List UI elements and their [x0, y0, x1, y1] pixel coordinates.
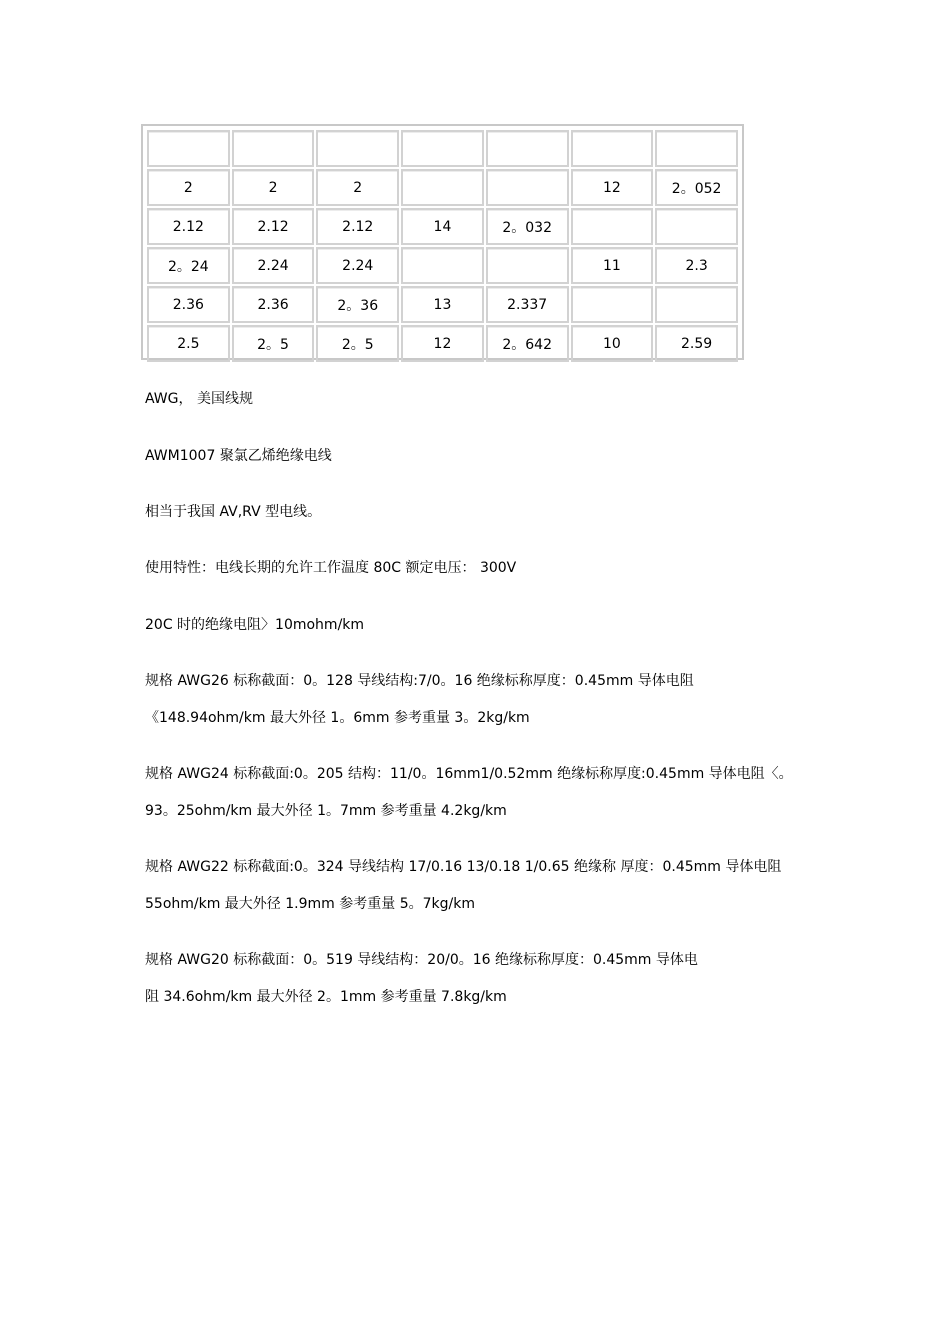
- table-cell: 2: [316, 169, 399, 206]
- table-cell: 2.3: [655, 247, 738, 284]
- table-cell: [232, 130, 315, 167]
- text-line-awg-definition: AWG， 美国线规: [145, 391, 253, 407]
- table-cell: 2。24: [147, 247, 230, 284]
- table-cell: 2.337: [486, 286, 569, 323]
- table-cell: 2.12: [147, 208, 230, 245]
- text-line-awg24-spec: 规格 AWG24 标称截面:0。205 结构：11/0。16mm1/0.52mm 绝缘标称厚度:0.45mm 导体电阻〈。: [145, 766, 793, 782]
- table-cell: [486, 247, 569, 284]
- table-cell: [571, 208, 654, 245]
- table-cell: 2.36: [232, 286, 315, 323]
- table-cell: [571, 286, 654, 323]
- table-cell: 2。5: [316, 325, 399, 362]
- text-line-awg22-spec-cont: 55ohm/km 最大外径 1.9mm 参考重量 5。7kg/km: [145, 896, 475, 912]
- wire-gauge-table-grid: [145, 128, 740, 364]
- table-cell: 2.5: [147, 325, 230, 362]
- table-cell: 14: [401, 208, 484, 245]
- table-row: [147, 286, 738, 323]
- table-cell: 2。032: [486, 208, 569, 245]
- table-cell: 2.24: [232, 247, 315, 284]
- table-row: [147, 208, 738, 245]
- table-cell: 12: [571, 169, 654, 206]
- table-cell: 2。36: [316, 286, 399, 323]
- table-cell: 2。5: [232, 325, 315, 362]
- table-cell: [655, 130, 738, 167]
- text-line-awg20-spec: 规格 AWG20 标称截面：0。519 导线结构：20/0。16 绝缘标称厚度：0.45mm 导体电: [145, 952, 698, 968]
- table-row: [147, 247, 738, 284]
- table-cell: 2: [147, 169, 230, 206]
- table-cell: [486, 130, 569, 167]
- table-cell: 2: [232, 169, 315, 206]
- table-cell: 2。642: [486, 325, 569, 362]
- table-row: [147, 325, 738, 362]
- text-line-equivalent: 相当于我国 AV,RV 型电线。: [145, 504, 322, 520]
- table-cell: [655, 286, 738, 323]
- table-cell: [401, 130, 484, 167]
- table-cell: 2。052: [655, 169, 738, 206]
- text-line-awg22-spec: 规格 AWG22 标称截面:0。324 导线结构 17/0.16 13/0.18 1/0.65 绝缘称 厚度：0.45mm 导体电阻: [145, 859, 782, 875]
- table-cell: [486, 169, 569, 206]
- table-cell: 2.24: [316, 247, 399, 284]
- table-cell: 2.12: [232, 208, 315, 245]
- text-line-usage-characteristics: 使用特性：电线长期的允许工作温度 80C 额定电压： 300V: [145, 560, 517, 576]
- table-cell: 11: [571, 247, 654, 284]
- table-cell: [401, 247, 484, 284]
- text-line-insulation-resistance: 20C 时的绝缘电阻〉10mohm/km: [145, 617, 365, 633]
- table-cell: 10: [571, 325, 654, 362]
- table-cell: 13: [401, 286, 484, 323]
- table-cell: [571, 130, 654, 167]
- table-cell: [316, 130, 399, 167]
- table-cell: 2.36: [147, 286, 230, 323]
- text-line-awg24-spec-cont: 93。25ohm/km 最大外径 1。7mm 参考重量 4.2kg/km: [145, 803, 507, 819]
- table-cell: [655, 208, 738, 245]
- text-line-awg26-spec: 规格 AWG26 标称截面：0。128 导线结构:7/0。16 绝缘标称厚度：0.45mm 导体电阻: [145, 673, 694, 689]
- wire-gauge-table: [141, 124, 744, 360]
- table-cell: 12: [401, 325, 484, 362]
- table-cell: 2.12: [316, 208, 399, 245]
- table-row: [147, 169, 738, 206]
- text-line-awg26-spec-cont: 《148.94ohm/km 最大外径 1。6mm 参考重量 3。2kg/km: [145, 710, 530, 726]
- table-row: [147, 130, 738, 167]
- table-cell: [147, 130, 230, 167]
- text-line-awg20-spec-cont: 阻 34.6ohm/km 最大外径 2。1mm 参考重量 7.8kg/km: [145, 989, 507, 1005]
- text-line-awm1007-title: AWM1007 聚氯乙烯绝缘电线: [145, 448, 332, 464]
- table-cell: 2.59: [655, 325, 738, 362]
- table-cell: [401, 169, 484, 206]
